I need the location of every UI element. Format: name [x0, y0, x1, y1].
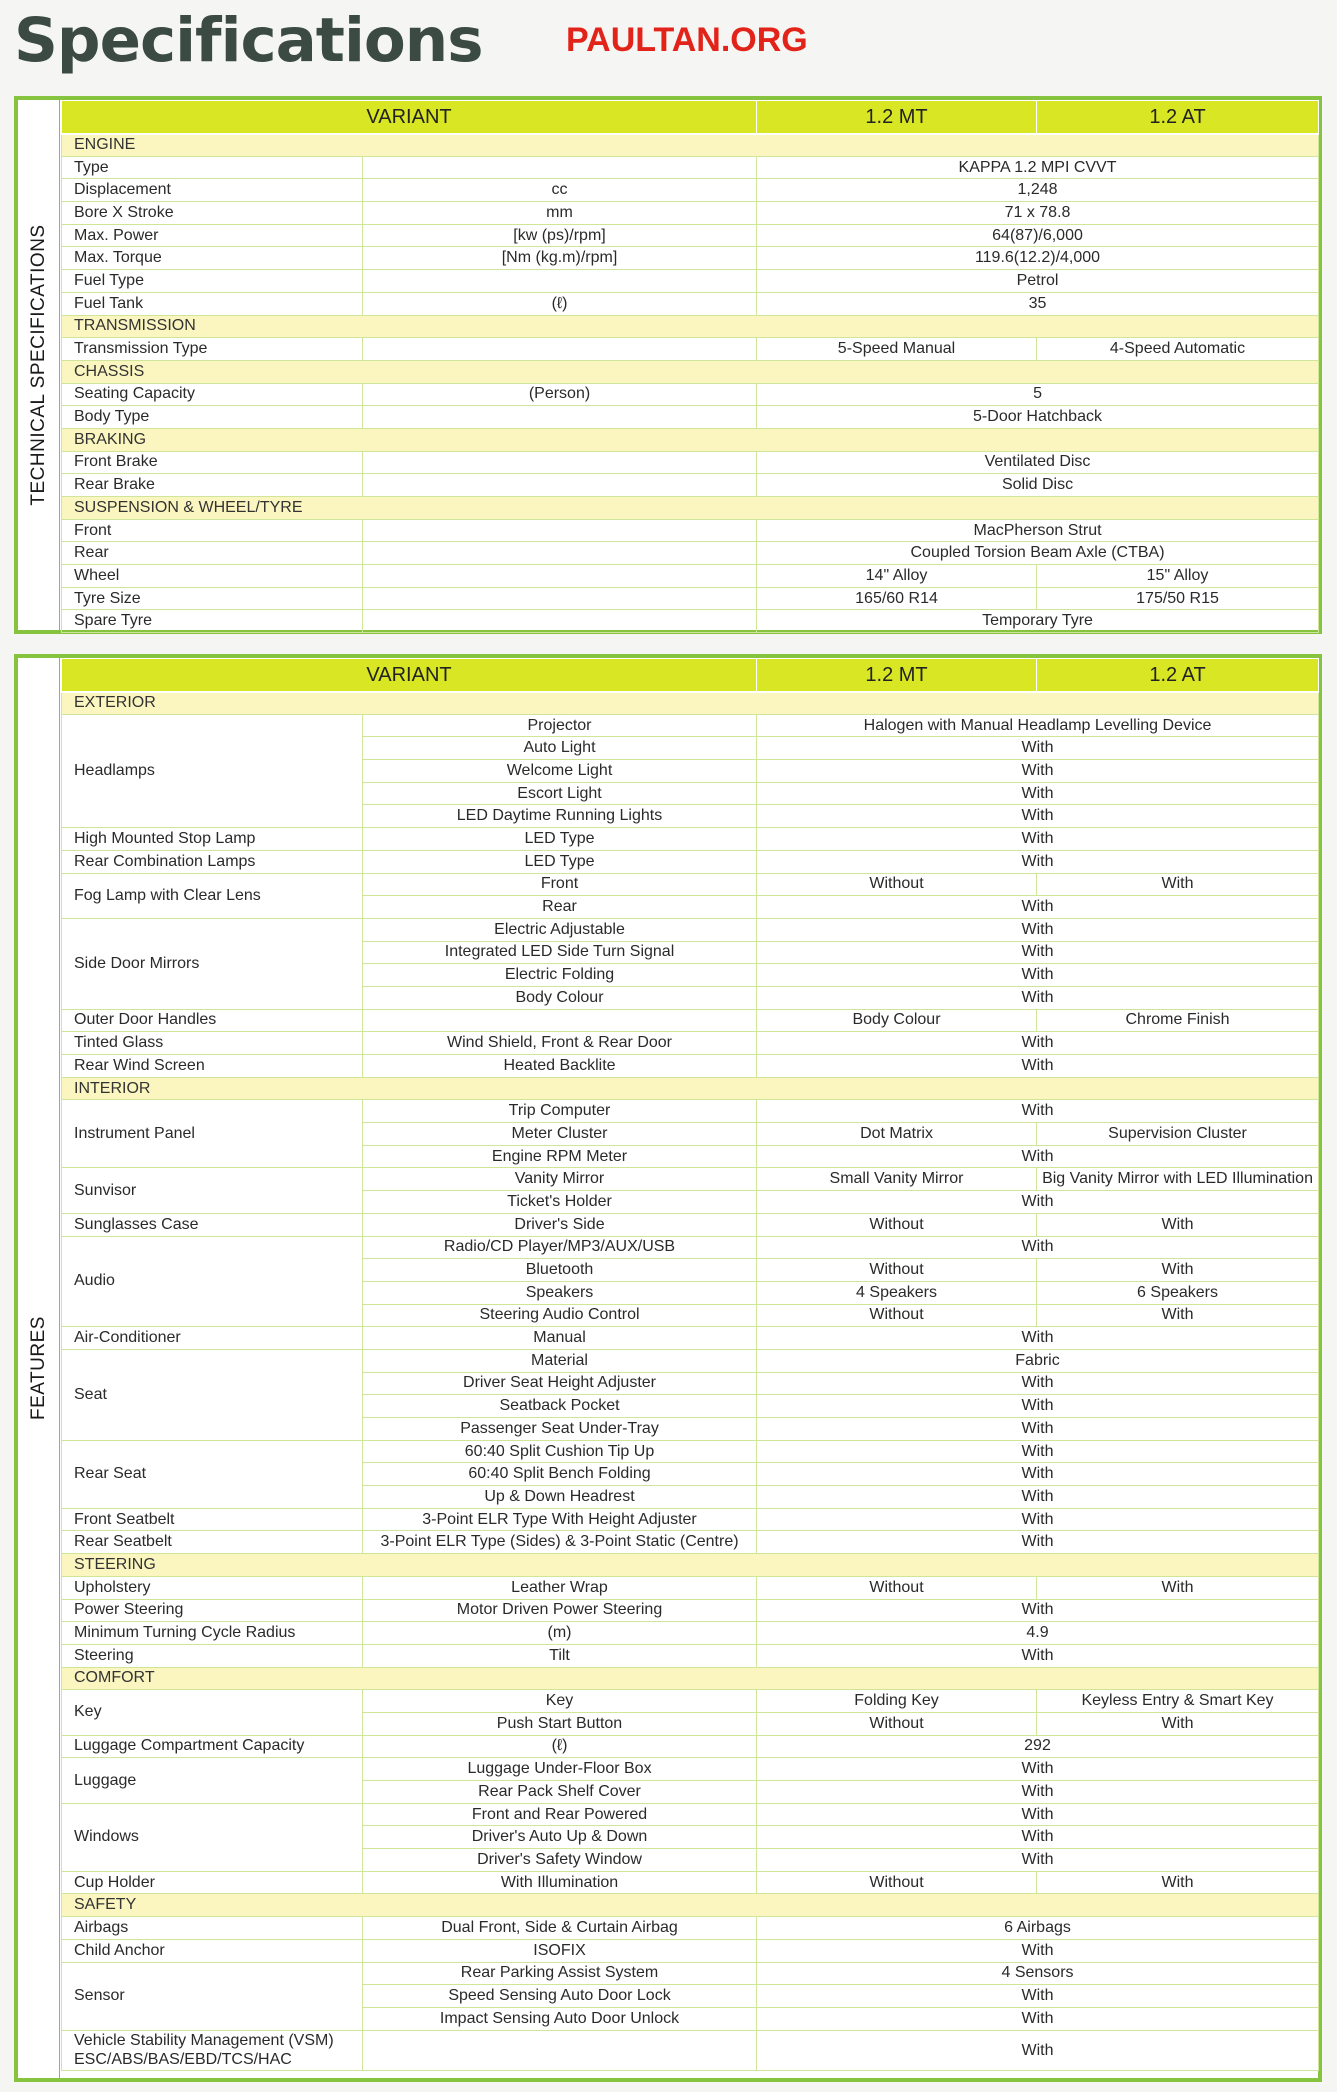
category-label: COMFORT — [62, 1667, 1319, 1690]
feature-name: Cup Holder — [62, 1871, 363, 1894]
feature-detail: Escort Light — [363, 782, 757, 805]
table-row — [62, 451, 1319, 474]
table-row — [62, 156, 1319, 179]
table-row — [62, 1735, 1319, 1758]
value-both: With — [757, 1531, 1319, 1554]
feature-name: Luggage — [62, 1758, 363, 1803]
feature-detail: Radio/CD Player/MP3/AUX/USB — [363, 1236, 757, 1259]
value-both: With — [757, 1191, 1319, 1214]
feature-detail: Impact Sensing Auto Door Unlock — [363, 2007, 757, 2030]
value-both: With — [757, 986, 1319, 1009]
spec-name: Type — [62, 156, 363, 179]
features-section — [14, 654, 1322, 2082]
value-both: With — [757, 964, 1319, 987]
value-at: With — [1037, 1576, 1319, 1599]
feature-detail: Auto Light — [363, 737, 757, 760]
table-row — [62, 519, 1319, 542]
category-row — [62, 497, 1319, 520]
value-both: With — [757, 941, 1319, 964]
value-both: MacPherson Strut — [757, 519, 1319, 542]
value-both: With — [757, 1758, 1319, 1781]
value-mt: Without — [757, 1213, 1037, 1236]
table-row — [62, 587, 1319, 610]
value-both: With — [757, 1440, 1319, 1463]
value-at: With — [1037, 1871, 1319, 1894]
value-at: 6 Speakers — [1037, 1281, 1319, 1304]
feature-name: Rear Combination Lamps — [62, 850, 363, 873]
value-both: With — [757, 850, 1319, 873]
table-row — [62, 224, 1319, 247]
table-row — [62, 247, 1319, 270]
feature-detail: Electric Adjustable — [363, 918, 757, 941]
value-both: 5-Door Hatchback — [757, 406, 1319, 429]
section-label-text: TECHNICAL SPECIFICATIONS — [27, 224, 49, 506]
feature-detail: Key — [363, 1690, 757, 1713]
feature-name: Side Door Mirrors — [62, 918, 363, 1009]
value-both: With — [757, 737, 1319, 760]
feature-name: Power Steering — [62, 1599, 363, 1622]
spec-unit — [363, 338, 757, 361]
section-label — [18, 100, 60, 630]
value-at: With — [1037, 873, 1319, 896]
value-both: With — [757, 896, 1319, 919]
table-row — [62, 1236, 1319, 1259]
category-row — [62, 134, 1319, 157]
table-row — [62, 1032, 1319, 1055]
feature-detail: Driver's Safety Window — [363, 1849, 757, 1872]
spec-name: Bore X Stroke — [62, 202, 363, 225]
spec-name: Fuel Type — [62, 270, 363, 293]
table-row — [62, 202, 1319, 225]
value-mt: Small Vanity Mirror — [757, 1168, 1037, 1191]
spec-unit: mm — [363, 202, 757, 225]
table-row — [62, 406, 1319, 429]
value-both: Ventilated Disc — [757, 451, 1319, 474]
value-mt: Folding Key — [757, 1690, 1037, 1713]
value-both: With — [757, 1327, 1319, 1350]
table-row — [62, 292, 1319, 315]
feature-detail: Speed Sensing Auto Door Lock — [363, 1985, 757, 2008]
table-row — [62, 1758, 1319, 1781]
value-both: 4.9 — [757, 1622, 1319, 1645]
mt-header: 1.2 MT — [757, 101, 1037, 134]
spec-name: Front — [62, 519, 363, 542]
at-header: 1.2 AT — [1037, 101, 1319, 134]
value-mt: Dot Matrix — [757, 1123, 1037, 1146]
table-row — [62, 828, 1319, 851]
table-row — [62, 1644, 1319, 1667]
feature-detail: Push Start Button — [363, 1712, 757, 1735]
feature-name: Front Seatbelt — [62, 1508, 363, 1531]
value-both: Halogen with Manual Headlamp Levelling Device — [757, 714, 1319, 737]
feature-name: Fog Lamp with Clear Lens — [62, 873, 363, 918]
category-label: CHASSIS — [62, 360, 1319, 383]
feature-detail: Engine RPM Meter — [363, 1145, 757, 1168]
value-both: With — [757, 1939, 1319, 1962]
value-at: Big Vanity Mirror with LED Illumination — [1037, 1168, 1319, 1191]
value-at: 175/50 R15 — [1037, 587, 1319, 610]
variant-header: VARIANT — [62, 659, 757, 692]
feature-detail: Electric Folding — [363, 964, 757, 987]
value-at: Supervision Cluster — [1037, 1123, 1319, 1146]
spec-unit — [363, 156, 757, 179]
table-row — [62, 1622, 1319, 1645]
value-mt: Body Colour — [757, 1009, 1037, 1032]
value-at: With — [1037, 1712, 1319, 1735]
table-row — [62, 714, 1319, 737]
value-both: With — [757, 1418, 1319, 1441]
value-both: With — [757, 828, 1319, 851]
feature-detail: 60:40 Split Bench Folding — [363, 1463, 757, 1486]
spec-unit: cc — [363, 179, 757, 202]
value-mt: 5-Speed Manual — [757, 338, 1037, 361]
feature-name: Rear Seatbelt — [62, 1531, 363, 1554]
feature-detail — [363, 1009, 757, 1032]
table-row — [62, 1917, 1319, 1940]
value-both: With — [757, 1508, 1319, 1531]
value-both: Coupled Torsion Beam Axle (CTBA) — [757, 542, 1319, 565]
value-both: With — [757, 1236, 1319, 1259]
spec-name: Tyre Size — [62, 587, 363, 610]
feature-detail: Bluetooth — [363, 1259, 757, 1282]
features-table — [61, 658, 1319, 2071]
category-row — [62, 692, 1319, 715]
feature-name: Seat — [62, 1349, 363, 1440]
feature-detail: LED Type — [363, 828, 757, 851]
spec-unit — [363, 519, 757, 542]
table-row — [62, 1690, 1319, 1713]
feature-detail: Integrated LED Side Turn Signal — [363, 941, 757, 964]
feature-detail: Projector — [363, 714, 757, 737]
feature-name: Upholstery — [62, 1576, 363, 1599]
spec-name: Fuel Tank — [62, 292, 363, 315]
spec-unit — [363, 542, 757, 565]
feature-detail: Vanity Mirror — [363, 1168, 757, 1191]
table-header-row — [62, 101, 1319, 134]
category-row — [62, 1667, 1319, 1690]
feature-detail: Welcome Light — [363, 760, 757, 783]
value-both: 64(87)/6,000 — [757, 224, 1319, 247]
feature-detail: Wind Shield, Front & Rear Door — [363, 1032, 757, 1055]
category-label: SAFETY — [62, 1894, 1319, 1917]
feature-name: Sensor — [62, 1962, 363, 2030]
feature-name: Sunvisor — [62, 1168, 363, 1213]
spec-unit: [kw (ps)/rpm] — [363, 224, 757, 247]
table-row — [62, 2030, 1319, 2070]
value-both: Fabric — [757, 1349, 1319, 1372]
feature-detail: 60:40 Split Cushion Tip Up — [363, 1440, 757, 1463]
section-label-text: FEATURES — [27, 1316, 49, 1420]
feature-detail: LED Type — [363, 850, 757, 873]
category-label: BRAKING — [62, 428, 1319, 451]
table-row — [62, 1531, 1319, 1554]
table-row — [62, 610, 1319, 633]
value-both: 292 — [757, 1735, 1319, 1758]
category-row — [62, 428, 1319, 451]
table-row — [62, 850, 1319, 873]
value-both: With — [757, 805, 1319, 828]
spec-unit — [363, 406, 757, 429]
spec-unit — [363, 451, 757, 474]
value-mt: Without — [757, 1576, 1037, 1599]
feature-name: Vehicle Stability Management (VSM) ESC/ABS/BAS/EBD/TCS/HAC — [62, 2030, 363, 2070]
feature-detail: Trip Computer — [363, 1100, 757, 1123]
value-both: With — [757, 1100, 1319, 1123]
feature-detail: Luggage Under-Floor Box — [363, 1758, 757, 1781]
feature-detail: (ℓ) — [363, 1735, 757, 1758]
value-both: Temporary Tyre — [757, 610, 1319, 633]
feature-detail: With Illumination — [363, 1871, 757, 1894]
feature-name: Tinted Glass — [62, 1032, 363, 1055]
value-at: 15" Alloy — [1037, 565, 1319, 588]
spec-unit — [363, 565, 757, 588]
feature-detail: Rear Parking Assist System — [363, 1962, 757, 1985]
table-row — [62, 1803, 1319, 1826]
value-both: With — [757, 2007, 1319, 2030]
feature-detail: Rear — [363, 896, 757, 919]
feature-detail: Speakers — [363, 1281, 757, 1304]
value-mt: 165/60 R14 — [757, 587, 1037, 610]
feature-name: Luggage Compartment Capacity — [62, 1735, 363, 1758]
value-both: With — [757, 918, 1319, 941]
value-at: 4-Speed Automatic — [1037, 338, 1319, 361]
value-both: 5 — [757, 383, 1319, 406]
table-row — [62, 270, 1319, 293]
spec-name: Max. Power — [62, 224, 363, 247]
value-both: With — [757, 1463, 1319, 1486]
value-both: With — [757, 1032, 1319, 1055]
category-row — [62, 1077, 1319, 1100]
table-row — [62, 1100, 1319, 1123]
feature-name: Outer Door Handles — [62, 1009, 363, 1032]
technical-specifications-table — [61, 100, 1319, 633]
value-both: With — [757, 1055, 1319, 1078]
feature-detail: Body Colour — [363, 986, 757, 1009]
category-label: TRANSMISSION — [62, 315, 1319, 338]
spec-unit: [Nm (kg.m)/rpm] — [363, 247, 757, 270]
value-both: Petrol — [757, 270, 1319, 293]
technical-specifications-section — [14, 96, 1322, 634]
feature-name: Windows — [62, 1803, 363, 1871]
table-row — [62, 542, 1319, 565]
value-mt: Without — [757, 873, 1037, 896]
table-row — [62, 474, 1319, 497]
value-both: With — [757, 1395, 1319, 1418]
table-row — [62, 179, 1319, 202]
value-mt: 4 Speakers — [757, 1281, 1037, 1304]
table-row — [62, 1055, 1319, 1078]
feature-detail — [363, 2030, 757, 2070]
feature-name: High Mounted Stop Lamp — [62, 828, 363, 851]
spec-unit — [363, 610, 757, 633]
table-row — [62, 1939, 1319, 1962]
feature-detail: LED Daytime Running Lights — [363, 805, 757, 828]
feature-detail: Material — [363, 1349, 757, 1372]
spec-unit: (Person) — [363, 383, 757, 406]
feature-detail: Steering Audio Control — [363, 1304, 757, 1327]
value-at: Chrome Finish — [1037, 1009, 1319, 1032]
table-row — [62, 1599, 1319, 1622]
value-mt: 14" Alloy — [757, 565, 1037, 588]
variant-header: VARIANT — [62, 101, 757, 134]
spec-unit — [363, 587, 757, 610]
value-at: Keyless Entry & Smart Key — [1037, 1690, 1319, 1713]
category-row — [62, 360, 1319, 383]
spec-name: Rear Brake — [62, 474, 363, 497]
feature-detail: Ticket's Holder — [363, 1191, 757, 1214]
feature-detail: Leather Wrap — [363, 1576, 757, 1599]
feature-detail: 3-Point ELR Type With Height Adjuster — [363, 1508, 757, 1531]
value-both: With — [757, 1826, 1319, 1849]
feature-name: Rear Wind Screen — [62, 1055, 363, 1078]
feature-detail: Motor Driven Power Steering — [363, 1599, 757, 1622]
spec-name: Wheel — [62, 565, 363, 588]
feature-name: Key — [62, 1690, 363, 1735]
table-row — [62, 1962, 1319, 1985]
table-row — [62, 873, 1319, 896]
table-row — [62, 1576, 1319, 1599]
category-label: STEERING — [62, 1554, 1319, 1577]
feature-detail: Seatback Pocket — [363, 1395, 757, 1418]
feature-detail: Driver Seat Height Adjuster — [363, 1372, 757, 1395]
value-mt: Without — [757, 1871, 1037, 1894]
value-both: With — [757, 1145, 1319, 1168]
brand-watermark: PAULTAN.ORG — [566, 21, 808, 59]
value-both: 119.6(12.2)/4,000 — [757, 247, 1319, 270]
value-both: With — [757, 1644, 1319, 1667]
value-mt: Without — [757, 1304, 1037, 1327]
category-label: INTERIOR — [62, 1077, 1319, 1100]
value-both: 4 Sensors — [757, 1962, 1319, 1985]
value-mt: Without — [757, 1712, 1037, 1735]
table-row — [62, 1009, 1319, 1032]
at-header: 1.2 AT — [1037, 659, 1319, 692]
feature-name: Steering — [62, 1644, 363, 1667]
feature-detail: Meter Cluster — [363, 1123, 757, 1146]
value-both: With — [757, 1849, 1319, 1872]
table-row — [62, 1871, 1319, 1894]
value-both: With — [757, 1599, 1319, 1622]
feature-detail: Driver's Auto Up & Down — [363, 1826, 757, 1849]
category-row — [62, 1894, 1319, 1917]
value-at: With — [1037, 1304, 1319, 1327]
feature-detail: 3-Point ELR Type (Sides) & 3-Point Static (Centre) — [363, 1531, 757, 1554]
value-at: With — [1037, 1259, 1319, 1282]
feature-detail: Manual — [363, 1327, 757, 1350]
table-row — [62, 1168, 1319, 1191]
table-row — [62, 338, 1319, 361]
feature-detail: Heated Backlite — [363, 1055, 757, 1078]
value-mt: Without — [757, 1259, 1037, 1282]
value-both: With — [757, 2030, 1319, 2070]
feature-name: Airbags — [62, 1917, 363, 1940]
table-row — [62, 918, 1319, 941]
table-row — [62, 1508, 1319, 1531]
feature-detail: Up & Down Headrest — [363, 1486, 757, 1509]
value-both: With — [757, 1803, 1319, 1826]
mt-header: 1.2 MT — [757, 659, 1037, 692]
category-row — [62, 315, 1319, 338]
value-both: With — [757, 1372, 1319, 1395]
value-both: Solid Disc — [757, 474, 1319, 497]
feature-name: Instrument Panel — [62, 1100, 363, 1168]
table-row — [62, 1440, 1319, 1463]
page-title: Specifications — [14, 5, 483, 76]
spec-unit — [363, 474, 757, 497]
spec-name: Max. Torque — [62, 247, 363, 270]
table-row — [62, 1213, 1319, 1236]
category-label: SUSPENSION & WHEEL/TYRE — [62, 497, 1319, 520]
category-row — [62, 1554, 1319, 1577]
value-both: With — [757, 1486, 1319, 1509]
spec-name: Seating Capacity — [62, 383, 363, 406]
feature-detail: Tilt — [363, 1644, 757, 1667]
value-both: 35 — [757, 292, 1319, 315]
spec-name: Displacement — [62, 179, 363, 202]
value-both: KAPPA 1.2 MPI CVVT — [757, 156, 1319, 179]
feature-detail: Front — [363, 873, 757, 896]
table-header-row — [62, 659, 1319, 692]
spec-name: Body Type — [62, 406, 363, 429]
spec-name: Rear — [62, 542, 363, 565]
feature-detail: Rear Pack Shelf Cover — [363, 1781, 757, 1804]
feature-name: Headlamps — [62, 714, 363, 827]
feature-detail: Passenger Seat Under-Tray — [363, 1418, 757, 1441]
feature-name: Child Anchor — [62, 1939, 363, 1962]
value-both: 6 Airbags — [757, 1917, 1319, 1940]
feature-detail: ISOFIX — [363, 1939, 757, 1962]
value-both: With — [757, 1985, 1319, 2008]
category-label: EXTERIOR — [62, 692, 1319, 715]
spec-name: Front Brake — [62, 451, 363, 474]
section-label — [18, 658, 60, 2078]
value-both: With — [757, 760, 1319, 783]
table-row — [62, 565, 1319, 588]
value-both: With — [757, 1781, 1319, 1804]
value-both: With — [757, 782, 1319, 805]
feature-detail: Front and Rear Powered — [363, 1803, 757, 1826]
value-at: With — [1037, 1213, 1319, 1236]
table-row — [62, 383, 1319, 406]
value-both: 71 x 78.8 — [757, 202, 1319, 225]
spec-name: Transmission Type — [62, 338, 363, 361]
feature-name: Air-Conditioner — [62, 1327, 363, 1350]
feature-name: Sunglasses Case — [62, 1213, 363, 1236]
spec-unit: (ℓ) — [363, 292, 757, 315]
value-both: 1,248 — [757, 179, 1319, 202]
feature-name: Rear Seat — [62, 1440, 363, 1508]
spec-unit — [363, 270, 757, 293]
feature-name: Minimum Turning Cycle Radius — [62, 1622, 363, 1645]
category-label: ENGINE — [62, 134, 1319, 157]
feature-detail: Dual Front, Side & Curtain Airbag — [363, 1917, 757, 1940]
feature-name: Audio — [62, 1236, 363, 1327]
feature-detail: Driver's Side — [363, 1213, 757, 1236]
table-row — [62, 1349, 1319, 1372]
feature-detail: (m) — [363, 1622, 757, 1645]
spec-name: Spare Tyre — [62, 610, 363, 633]
table-row — [62, 1327, 1319, 1350]
